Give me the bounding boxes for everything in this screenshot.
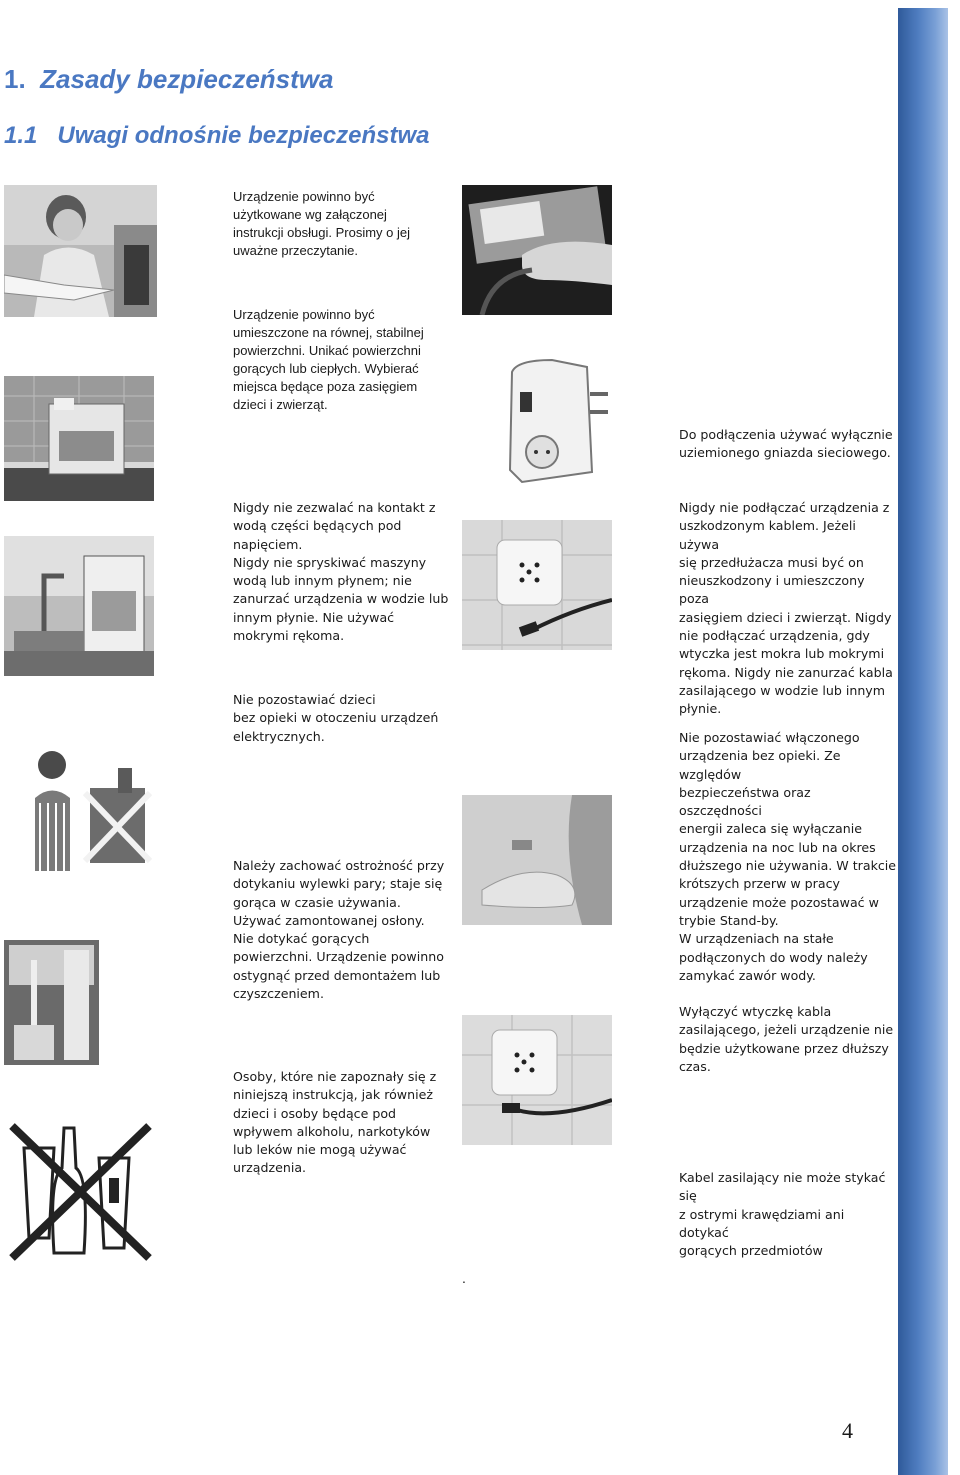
page-title — [4, 64, 333, 95]
photo-child-with-machine — [30, 743, 155, 871]
icon-no-alcohol-drugs — [4, 1118, 157, 1263]
title-number: 1. — [4, 64, 26, 94]
photo-machine-near-sink — [4, 536, 154, 676]
note-grounded-socket: Do podłączenia używać wyłącznie uziemionego gniazda sieciowego. — [679, 427, 893, 461]
page-number: 4 — [842, 1418, 853, 1443]
note-read-manual: Urządzenie powinno być użytkowane wg załączonej instrukcji obsługi. Prosimy o jej uważne przeczytanie. — [233, 189, 411, 258]
stray-mark: . — [462, 1270, 466, 1286]
decorative-side-stripe — [898, 8, 948, 1475]
photo-unplugging-cable — [462, 1015, 612, 1145]
photo-hand-on-switch — [462, 795, 612, 925]
note-steam-wand: Należy zachować ostrożność przy dotykaniu wylewki pary; staje się gorąca w czasie używania. Używać zamontowanej osłony. Nie dotykać gorących powierzchni. Urządzenie powinno ostygnąć przed demontażem lub czyszczeniem. — [233, 858, 445, 1002]
note-damaged-cable: Nigdy nie podłączać urządzenia z uszkodzonym kablem. Jeżeli używa się przedłużacza musi być on nieuszkodzony i umieszczony poza zasięgiem dzieci i zwierząt. Nigdy nie podłączać urządzenia, gdy wtyczka jest mokra lub mokrymi rękoma. Nigdy nie zanurzać kabla zasilającego w wodzie lub innym płynie. — [679, 500, 893, 717]
photo-grounded-socket-adapter — [492, 352, 612, 487]
photo-rating-plate-finger — [462, 185, 612, 315]
note-authorized-users: Osoby, które nie zapoznały się z niniejszą instrukcją, jak również dzieci i osoby będące pod wpływem alkoholu, narkotyków lub leków nie mogą używać urządzenia. — [233, 1069, 437, 1176]
photo-steam-wand — [4, 940, 99, 1065]
note-unattended: Nie pozostawiać włączonego urządzenia bez opieki. Ze względów bezpieczeństwa oraz oszczędności energii zaleca się wyłączanie urządzenia na noc lub na okres dłuższego nie używania. W trakcie krótszych przerw w pracy urządzenie może pozostawać w trybie Stand-by. W urządzeniach na stałe podłączonych do wody należy zamykać zawór wody. — [679, 730, 897, 983]
title-text: Zasady bezpieczeństwa — [40, 64, 334, 94]
photo-coffee-machine-on-counter — [4, 376, 154, 501]
section-text: Uwagi odnośnie bezpieczeństwa — [57, 122, 430, 149]
section-title — [4, 122, 429, 150]
photo-wall-socket-plug — [462, 520, 612, 650]
note-unplug: Wyłączyć wtyczkę kabla zasilającego, jeżeli urządzenie nie będzie użytkowane przez dłuższy czas. — [679, 1004, 894, 1074]
note-cable-edges: Kabel zasilający nie może stykać się z ostrymi krawędziami ani dotykać gorących przedmiotów — [679, 1170, 886, 1259]
note-water-contact: Nigdy nie zezwalać na kontakt z wodą części będących pod napięciem. Nigdy nie spryskiwać maszyny wodą lub innym płynem; nie zanurzać urządzenia w wodzie lub innym płynie. Nie używać mokrymi rękoma. — [233, 500, 449, 644]
photo-woman-reading-manual — [4, 185, 157, 317]
section-number: 1.1 — [4, 122, 38, 149]
note-placement: Urządzenie powinno być umieszczone na równej, stabilnej powierzchni. Unikać powierzchni gorących lub ciepłych. Wybierać miejsca będące poza zasięgiem dzieci i zwierząt. — [233, 307, 424, 412]
note-children: Nie pozostawiać dzieci bez opieki w otoczeniu urządzeń elektrycznych. — [233, 692, 439, 744]
